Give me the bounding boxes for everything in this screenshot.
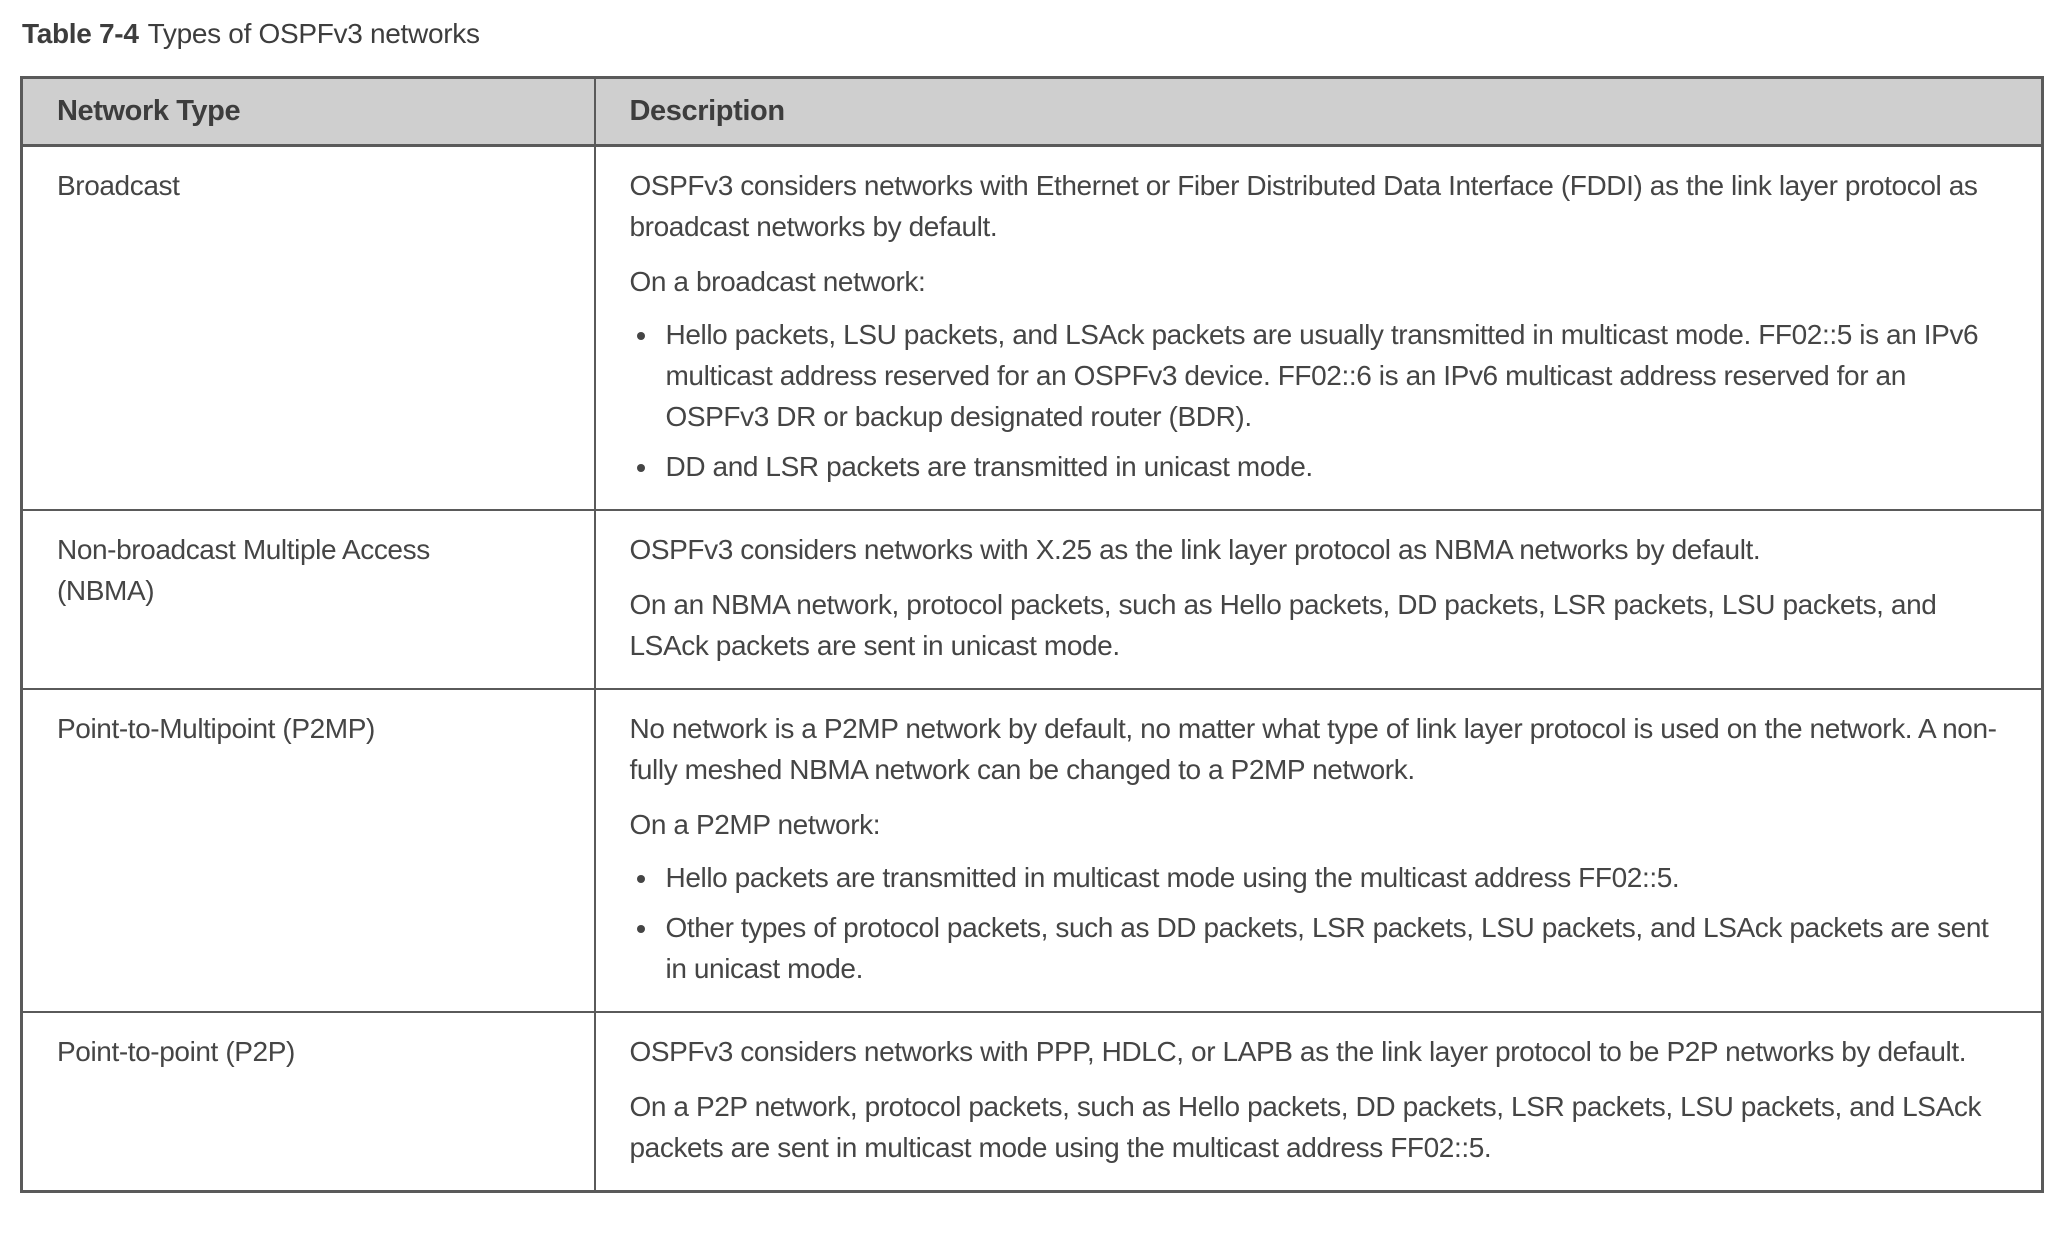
bullet-item: • Other types of protocol packets, such as DD packets, LSR packets, LSU packets, and LSAck packets are sent in unicast mode. — [660, 907, 2006, 989]
table-row-nbma — [22, 510, 2043, 689]
table-caption-text: Types of OSPFv3 networks — [147, 18, 480, 49]
table-row-broadcast — [22, 146, 2043, 511]
description-paragraph: On an NBMA network, protocol packets, such as Hello packets, DD packets, LSR packets, LSU packets, and LSAck packets are sent in unicast mode. — [629, 589, 1937, 661]
description-bullet-list — [630, 314, 2006, 487]
table-row-p2p — [22, 1012, 2043, 1192]
table-caption-label: Table 7-4 — [22, 18, 139, 49]
description-paragraph: On a broadcast network: — [629, 266, 926, 297]
description-bullet-list — [630, 857, 2006, 989]
description-paragraph: On a P2MP network: — [629, 809, 881, 840]
table-caption — [22, 16, 2064, 52]
network-type-cell: Point-to-point (P2P) — [22, 1012, 595, 1192]
table-row-p2mp — [22, 689, 2043, 1012]
description-cell — [595, 689, 2043, 1012]
description-cell — [595, 1012, 2043, 1192]
column-header-description: Description — [595, 78, 2043, 146]
description-paragraph: OSPFv3 considers networks with X.25 as the link layer protocol as NBMA networks by default. — [629, 534, 1761, 565]
network-type-cell: Non-broadcast Multiple Access (NBMA) — [22, 510, 595, 689]
network-type-cell: Point-to-Multipoint (P2MP) — [22, 689, 595, 1012]
bullet-item: • DD and LSR packets are transmitted in unicast mode. — [660, 446, 2006, 487]
description-paragraph: OSPFv3 considers networks with PPP, HDLC, or LAPB as the link layer protocol to be P2P networks by default. — [629, 1036, 1967, 1067]
description-paragraph: No network is a P2MP network by default, no matter what type of link layer protocol is used on the network. A non-fully meshed NBMA network can be changed to a P2MP network. — [629, 713, 1997, 785]
bullet-item: • Hello packets, LSU packets, and LSAck packets are usually transmitted in multicast mode. FF02::5 is an IPv6 multicast address reserved for an OSPFv3 device. FF02::6 is an IPv6 multicast address reserved for an OSPFv3 DR or backup designated router (BDR). — [660, 314, 2006, 437]
column-header-network-type: Network Type — [22, 78, 595, 146]
description-cell — [595, 146, 2043, 511]
description-paragraph: On a P2P network, protocol packets, such as Hello packets, DD packets, LSR packets, LSU packets, and LSAck packets are sent in multicast mode using the multicast address FF02::5. — [629, 1091, 1982, 1163]
description-cell — [595, 510, 2043, 689]
network-type-cell: Broadcast — [22, 146, 595, 511]
ospfv3-network-types-table — [20, 76, 2044, 1193]
header-row — [22, 78, 2043, 146]
bullet-item: • Hello packets are transmitted in multicast mode using the multicast address FF02::5. — [660, 857, 2006, 898]
description-paragraph: OSPFv3 considers networks with Ethernet or Fiber Distributed Data Interface (FDDI) as the link layer protocol as broadcast networks by default. — [629, 170, 1978, 242]
